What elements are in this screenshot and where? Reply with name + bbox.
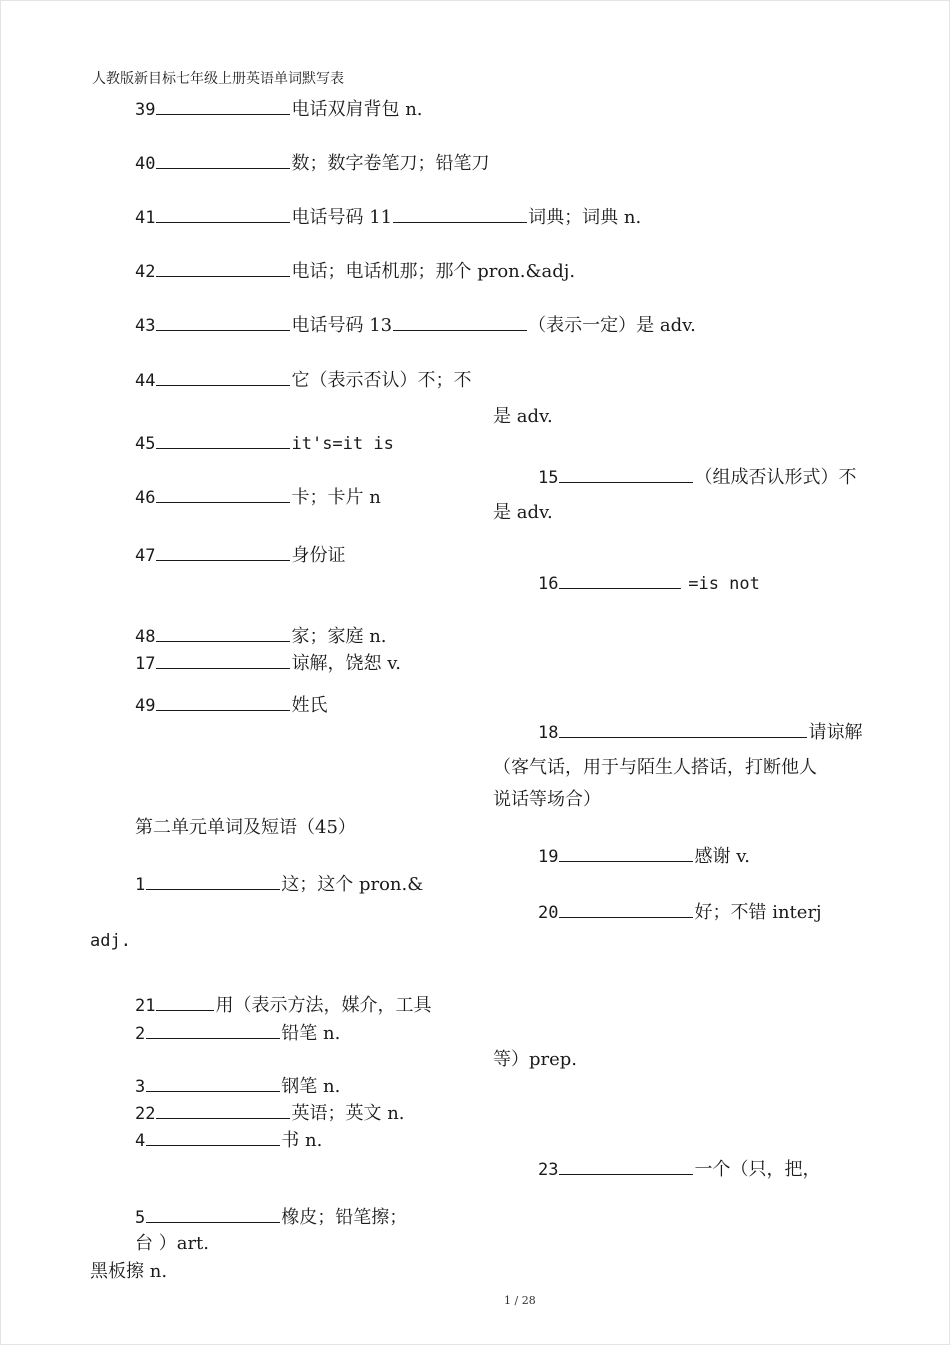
answer-blank[interactable] bbox=[559, 1158, 693, 1175]
entry-meaning: 家；家庭 n. bbox=[291, 626, 387, 647]
vocab-entry-49 bbox=[135, 694, 327, 717]
vocab-entry-41 bbox=[135, 206, 641, 229]
entry-meaning: 姓氏 bbox=[291, 695, 328, 716]
entry-number: 15 bbox=[538, 468, 559, 488]
entry-number: 18 bbox=[538, 723, 559, 743]
entry-number: 4 bbox=[135, 1131, 146, 1151]
vocab-entry-u2-2 bbox=[135, 1022, 340, 1045]
entry-number: 17 bbox=[135, 654, 156, 674]
entry-continuation: 是 adv. bbox=[493, 502, 553, 523]
vocab-entry-u2-5 bbox=[135, 1206, 407, 1229]
vocab-entry-18 bbox=[538, 721, 862, 744]
unit-2-heading: 第二单元单词及短语（45） bbox=[135, 817, 356, 838]
vocab-entry-21 bbox=[135, 994, 431, 1017]
vocab-entry-42 bbox=[135, 260, 575, 283]
vocab-entry-43 bbox=[135, 314, 696, 337]
entry-meaning: 电话号码 11 bbox=[291, 207, 393, 228]
entry-number: 16 bbox=[538, 574, 559, 594]
vocab-entry-44 bbox=[135, 369, 471, 392]
answer-blank[interactable] bbox=[146, 1075, 280, 1092]
entry-number: 21 bbox=[135, 996, 156, 1016]
entry-meaning: 好；不错 interj bbox=[694, 902, 822, 923]
answer-blank[interactable] bbox=[156, 625, 290, 642]
entry-meaning: （表示一定）是 adv. bbox=[528, 315, 696, 336]
answer-blank[interactable] bbox=[156, 694, 290, 711]
entry-number: 47 bbox=[135, 546, 156, 566]
entry-number: 39 bbox=[135, 100, 156, 120]
entry-number: 40 bbox=[135, 154, 156, 174]
entry-meaning: 电话号码 13 bbox=[291, 315, 393, 336]
entry-meaning: 身份证 bbox=[291, 545, 346, 566]
entry-meaning: 钢笔 n. bbox=[281, 1076, 341, 1097]
entry-number: 23 bbox=[538, 1160, 559, 1180]
entry-continuation: adj. bbox=[90, 931, 131, 951]
entry-meaning: 谅解，饶恕 v. bbox=[291, 653, 401, 674]
answer-blank[interactable] bbox=[559, 466, 693, 483]
answer-blank[interactable] bbox=[156, 1102, 290, 1119]
entry-number: 43 bbox=[135, 316, 156, 336]
answer-blank[interactable] bbox=[393, 314, 527, 331]
answer-blank[interactable] bbox=[559, 572, 681, 589]
entry-number: 1 bbox=[135, 875, 146, 895]
vocab-entry-20 bbox=[538, 901, 822, 924]
entry-number: 46 bbox=[135, 488, 156, 508]
entry-meaning: 这；这个 pron.& bbox=[281, 874, 424, 895]
vocab-entry-u2-1 bbox=[135, 873, 423, 896]
answer-blank[interactable] bbox=[156, 994, 214, 1011]
entry-meaning: =is not bbox=[688, 574, 760, 594]
answer-blank[interactable] bbox=[156, 206, 290, 223]
vocab-entry-46 bbox=[135, 486, 381, 509]
entry-meaning: 铅笔 n. bbox=[281, 1023, 341, 1044]
entry-meaning: it's=it is bbox=[291, 434, 394, 454]
document-header: 人教版新目标七年级上册英语单词默写表 bbox=[92, 71, 344, 87]
entry-meaning: 英语；英文 n. bbox=[291, 1103, 405, 1124]
entry-continuation: 台 ）art. bbox=[135, 1233, 210, 1254]
entry-meaning: 橡皮；铅笔擦； bbox=[281, 1207, 408, 1228]
answer-blank[interactable] bbox=[156, 652, 290, 669]
answer-blank[interactable] bbox=[146, 873, 280, 890]
vocab-entry-23 bbox=[538, 1158, 820, 1181]
answer-blank[interactable] bbox=[156, 260, 290, 277]
vocab-entry-45 bbox=[135, 432, 394, 455]
entry-number: 48 bbox=[135, 627, 156, 647]
vocab-entry-48 bbox=[135, 625, 387, 648]
entry-number: 41 bbox=[135, 208, 156, 228]
answer-blank[interactable] bbox=[146, 1022, 280, 1039]
entry-meaning: 数；数字卷笔刀；铅笔刀 bbox=[291, 153, 490, 174]
entry-number: 42 bbox=[135, 262, 156, 282]
entry-meaning: （组成否认形式）不 bbox=[694, 467, 857, 488]
answer-blank[interactable] bbox=[393, 206, 527, 223]
entry-number: 44 bbox=[135, 371, 156, 391]
entry-number: 45 bbox=[135, 434, 156, 454]
vocab-entry-16 bbox=[538, 572, 760, 595]
entry-meaning: 一个（只，把， bbox=[694, 1159, 821, 1180]
vocab-entry-40 bbox=[135, 152, 489, 175]
entry-meaning: 卡；卡片 n bbox=[291, 487, 381, 508]
answer-blank[interactable] bbox=[156, 486, 290, 503]
vocab-entry-15 bbox=[538, 466, 856, 489]
entry-number: 20 bbox=[538, 903, 559, 923]
vocab-entry-39 bbox=[135, 98, 423, 121]
entry-meaning: 电话；电话机那；那个 pron.&adj. bbox=[291, 261, 576, 282]
entry-meaning: 请谅解 bbox=[808, 722, 863, 743]
answer-blank[interactable] bbox=[156, 544, 290, 561]
answer-blank[interactable] bbox=[559, 901, 693, 918]
vocab-entry-u2-4 bbox=[135, 1129, 322, 1152]
entry-continuation: 是 adv. bbox=[493, 406, 553, 427]
entry-continuation: 黑板擦 n. bbox=[90, 1261, 168, 1282]
vocab-entry-u2-3 bbox=[135, 1075, 340, 1098]
vocab-entry-22 bbox=[135, 1102, 405, 1125]
entry-continuation: 说话等场合） bbox=[493, 789, 601, 810]
entry-number: 3 bbox=[135, 1077, 146, 1097]
page-number: 1 / 28 bbox=[504, 1294, 536, 1307]
vocab-entry-19 bbox=[538, 845, 750, 868]
answer-blank[interactable] bbox=[156, 152, 290, 169]
answer-blank[interactable] bbox=[156, 369, 290, 386]
answer-blank[interactable] bbox=[559, 845, 693, 862]
entry-meaning: 用（表示方法，媒介，工具 bbox=[215, 995, 432, 1016]
answer-blank[interactable] bbox=[559, 721, 807, 738]
answer-blank[interactable] bbox=[156, 314, 290, 331]
entry-number: 22 bbox=[135, 1104, 156, 1124]
answer-blank[interactable] bbox=[146, 1129, 280, 1146]
entry-continuation: （客气话，用于与陌生人搭话，打断他人 bbox=[493, 757, 817, 778]
entry-number: 2 bbox=[135, 1024, 146, 1044]
vocab-entry-47 bbox=[135, 544, 345, 567]
entry-meaning: 书 n. bbox=[281, 1130, 323, 1151]
entry-meaning: 电话双肩背包 n. bbox=[291, 99, 423, 120]
entry-number: 19 bbox=[538, 847, 559, 867]
answer-blank[interactable] bbox=[146, 1206, 280, 1223]
entry-continuation: 等）prep. bbox=[493, 1049, 578, 1070]
entry-meaning: 感谢 v. bbox=[694, 846, 750, 867]
vocab-entry-17 bbox=[135, 652, 401, 675]
answer-blank[interactable] bbox=[156, 98, 290, 115]
entry-number: 49 bbox=[135, 696, 156, 716]
answer-blank[interactable] bbox=[156, 432, 290, 449]
entry-number: 5 bbox=[135, 1208, 146, 1228]
entry-meaning: 它（表示否认）不；不 bbox=[291, 370, 472, 391]
entry-meaning: 词典；词典 n. bbox=[528, 207, 642, 228]
